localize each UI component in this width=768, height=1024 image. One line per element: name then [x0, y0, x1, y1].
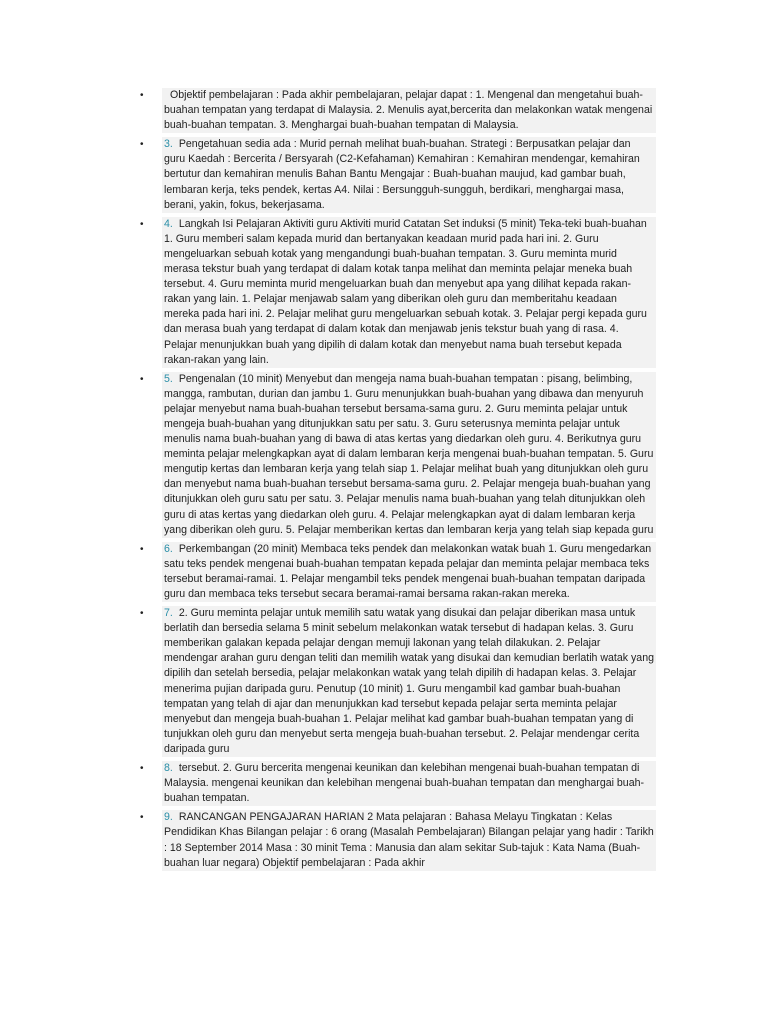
item-body: Objektif pembelajaran : Pada akhir pembelajaran, pelajar dapat : 1. Mengenal dan mengetahui buah-buahan tempatan yang terdapat di Malaysia. 2. Menulis ayat,bercerita dan melakonkan watak mengenai buah-buahan tempatan. 3. Menghargai buah-buahan tempatan di Malaysia.	[164, 89, 653, 132]
item-body: Langkah Isi Pelajaran Aktiviti guru Aktiviti murid Catatan Set induksi (5 minit) Teka-teki buah-buahan 1. Guru memberi salam kepada murid dan bertanyakan keadaan murid pada hari ini. 2. Guru mengeluarkan sebuah kotak yang mengandungi buah-buahan tempatan. 3. Guru meminta murid merasa tekstur buah yang terdapat di dalam kotak tanpa melihat dan meminta pelajar meneka buah tersebut. 4. Guru meminta murid mengeluarkan buah dan menyebut apa yang dilihat kepada rakan-rakan yang lain. 1. Pelajar menjawab salam yang diberikan oleh guru dan memberitahu keadaan mereka pada hari ini. 2. Pelajar melihat guru mengeluarkan sebuah kotak. 3. Pelajar pergi kepada guru dan merasa buah yang terdapat di dalam kotak dan menjawab jenis tekstur buah yang di rasa. 4. Pelajar menunjukkan buah yang dipilih di dalam kotak dan menyebut nama buah tersebut kepada rakan-rakan yang lain.	[164, 217, 647, 366]
item-body: tersebut. 2. Guru bercerita mengenai keunikan dan kelebihan mengenai buah-buahan tempatan di Malaysia. mengenai keunikan dan kelebihan mengenai buah-buahan tempatan dan menghargai buah-buahan tempatan.	[164, 762, 645, 805]
item-text	[162, 372, 656, 538]
item-number: 8.	[164, 762, 173, 775]
bullet-icon: •	[140, 543, 144, 555]
item-text	[162, 137, 656, 212]
list-item	[140, 372, 656, 538]
item-body: 2. Guru meminta pelajar untuk memilih satu watak yang disukai dan pelajar diberikan masa untuk berlatih dan bersedia selama 5 minit sebelum melakonkan watak tersebut di hadapan kelas. 3. Guru memberikan galakan kepada pelajar dengan memuji lakonan yang telah dilakukan. 2. Pelajar mendengar arahan guru dengan teliti dan memilih watak yang disukai dan kemudian berlatih watak yang dipilih dan setelah bersedia, pelajar melakonkan watak yang telah dipilih di hadapan kelas. 3. Pelajar menerima pujian daripada guru. Penutup (10 minit) 1. Guru mengambil kad gambar buah-buahan tempatan yang telah di ajar dan menunjukkan kad tersebut kepada pelajar serta meminta pelajar menyebut dan mengeja buah-buahan 1. Pelajar melihat kad gambar buah-buahan tempatan yang di tunjukkan oleh guru dan menyebut serta mengeja buah-buahan tersebut. 2. Pelajar mendengar cerita daripada guru	[164, 607, 654, 755]
item-body: Pengetahuan sedia ada : Murid pernah melihat buah-buahan. Strategi : Berpusatkan pelajar dan guru Kaedah : Bercerita / Bersyarah (C2-Kefahaman) Kemahiran : Kemahiran mendengar, kemahiran bertutur dan kemahiran menulis Bahan Bantu Mengajar : Buah-buahan maujud, kad gambar buah, lembaran kerja, teks pendek, kertas A4. Nilai : Bersungguh-sungguh, berdikari, menghargai masa, berani, yakin, fokus, bekerjasama.	[164, 138, 640, 211]
bullet-icon: •	[140, 763, 144, 775]
list-item	[140, 810, 656, 870]
item-text	[162, 606, 656, 757]
item-body: RANCANGAN PENGAJARAN HARIAN 2 Mata pelajaran : Bahasa Melayu Tingkatan : Kelas Pendidikan Khas Bilangan pelajar : 6 orang (Masalah Pembelajaran) Bilangan pelajar yang hadir : Tarikh : 18 September 2014 Masa : 30 minit Tema : Manusia dan alam sekitar Sub-tajuk : Kata Nama (Buah-buahan luar negara) Objektif pembelajaran : Pada akhir	[164, 811, 654, 869]
item-text	[162, 88, 656, 133]
list-item	[140, 542, 656, 602]
bullet-icon: •	[140, 218, 144, 230]
list-item	[140, 88, 656, 133]
list-item	[140, 606, 656, 757]
item-text	[162, 810, 656, 870]
list-item	[140, 137, 656, 212]
list-item	[140, 217, 656, 368]
item-text	[162, 542, 656, 602]
content-list	[140, 88, 656, 875]
item-body: Pengenalan (10 minit) Menyebut dan mengeja nama buah-buahan tempatan : pisang, belimbing, mangga, rambutan, durian dan jambu 1. Guru menunjukkan buah-buahan yang dibawa dan menyuruh pelajar menyebut nama buah-buahan tersebut bersama-sama guru. 2. Guru meminta pelajar untuk mengeja buah-buahan yang ditunjukkan satu per satu. 3. Guru seterusnya meminta pelajar untuk menulis nama buah-buahan yang di bawa di atas kertas yang diedarkan oleh guru. 4. Berikutnya guru meminta pelajar melengkapkan ayat di dalam lembaran kerja mengenai buah-buahan tempatan. 5. Guru mengutip kertas dan lembaran kerja yang telah siap 1. Pelajar melihat buah yang ditunjukkan oleh guru dan menyebut nama buah-buahan tersebut bersama-sama guru. 2. Pelajar mengeja buah-buahan yang ditunjukkan oleh guru satu per satu. 3. Pelajar menulis nama buah-buahan yang telah ditunjukkan oleh guru di atas kertas yang diedarkan oleh guru. 4. Pelajar melengkapkan ayat di dalam lembaran kerja yang diberikan oleh guru. 5. Pelajar memberikan kertas dan lembaran kerja yang telah siap kepada guru	[164, 372, 654, 536]
item-number: 6.	[164, 542, 173, 555]
item-text	[162, 217, 656, 368]
bullet-icon: •	[140, 139, 144, 151]
item-text	[162, 761, 656, 806]
item-number: 4.	[164, 217, 173, 230]
bullet-icon: •	[140, 90, 144, 101]
item-body: Perkembangan (20 minit) Membaca teks pendek dan melakonkan watak buah 1. Guru mengedarkan satu teks pendek mengenai buah-buahan tempatan kepada pelajar dan meminta pelajar membaca teks tersebut beramai-ramai. 1. Pelajar mengambil teks pendek mengenai buah-buahan tempatan daripada guru dan membaca teks tersebut secara beramai-ramai bersama rakan-rakan mereka.	[164, 542, 652, 600]
list-item	[140, 761, 656, 806]
item-number: 7.	[164, 607, 173, 620]
item-number: 3.	[164, 138, 173, 151]
item-number: 5.	[164, 372, 173, 385]
item-number: 9.	[164, 811, 173, 824]
bullet-icon: •	[140, 373, 144, 385]
bullet-icon: •	[140, 812, 144, 824]
bullet-icon: •	[140, 608, 144, 620]
